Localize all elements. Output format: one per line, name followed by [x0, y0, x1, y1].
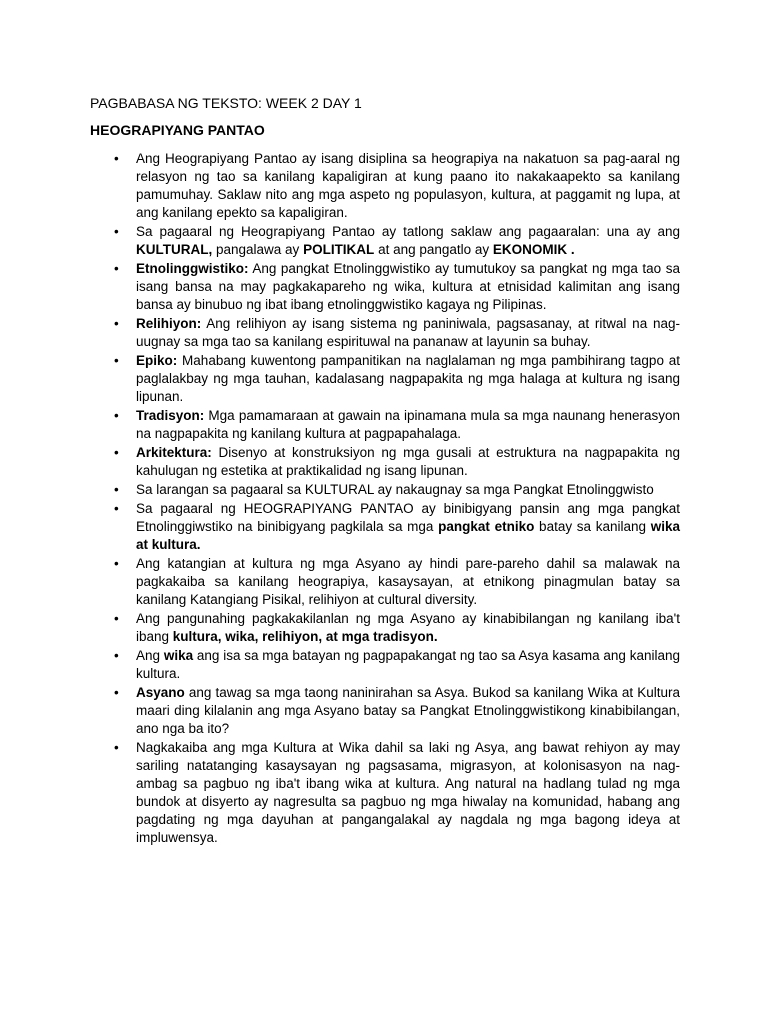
list-item — [90, 315, 680, 351]
bold-term: Tradisyon: — [136, 408, 205, 423]
bullet-icon: • — [114, 224, 119, 239]
list-item — [90, 610, 680, 646]
bold-term: wika — [163, 648, 194, 663]
list-item — [90, 739, 680, 847]
list-item-text — [136, 556, 680, 607]
bold-term: Etnolinggwistiko: — [136, 261, 249, 276]
bold-term: pangkat etniko — [438, 519, 535, 534]
bullet-icon: • — [114, 740, 119, 755]
list-item — [90, 407, 680, 443]
list-item-text — [136, 408, 680, 441]
bullet-icon: • — [114, 261, 119, 276]
list-item — [90, 500, 680, 554]
text-segment: Sa pagaaral ng Heograpiyang Pantao ay tatlong saklaw ang pagaaralan: una ay ang — [136, 224, 680, 239]
text-segment: ang isa sa mga batayan ng pagpapakangat ng tao sa Asya kasama ang kanilang kultura. — [136, 648, 680, 681]
text-segment: Sa pagaaral ng HEOGRAPIYANG PANTAO ay binibigyang pansin ang mga pangkat Etnolinggiwstiko na binibigyang pagkilala sa mga — [136, 501, 680, 534]
text-segment: Ang — [136, 648, 164, 663]
text-segment: Ang katangian at kultura ng mga Asyano ay hindi pare-pareho dahil sa malawak na pagkakaiba sa kanilang heograpiya, kasaysayan, at etnikong pinagmulan batay sa kanilang Katangiang Pisikal, relihiyon at cultural diversity. — [136, 556, 680, 607]
list-item-text — [136, 685, 680, 736]
list-item-text — [136, 445, 680, 478]
list-item-text — [136, 316, 680, 349]
bold-term: Arkitektura: — [136, 445, 212, 460]
text-segment: Sa larangan sa pagaaral sa KULTURAL ay nakaugnay sa mga Pangkat Etnolinggwisto — [136, 482, 654, 497]
text-segment: Disenyo at konstruksiyon ng mga gusali at estruktura na nagpapakita ng kahulugan ng estetika at praktikalidad ng isang lipunan. — [136, 445, 680, 478]
bullet-icon: • — [114, 151, 119, 166]
bold-term: KULTURAL, — [136, 242, 213, 257]
document-heading: PAGBABASA NG TEKSTO: WEEK 2 DAY 1 — [90, 95, 362, 111]
text-segment: batay sa kanilang — [534, 519, 651, 534]
bullet-icon: • — [114, 556, 119, 571]
list-item — [90, 223, 680, 259]
bullet-icon: • — [114, 501, 119, 516]
list-item-text — [136, 740, 680, 845]
bullet-icon: • — [114, 482, 119, 497]
bullet-icon: • — [114, 353, 119, 368]
bullet-icon: • — [114, 445, 119, 460]
bullet-list — [90, 150, 680, 848]
bold-term: POLITIKAL — [303, 242, 375, 257]
text-segment: at ang pangatlo ay — [374, 242, 493, 257]
list-item — [90, 555, 680, 609]
bold-term: Asyano — [136, 685, 185, 700]
text-segment: Nagkakaiba ang mga Kultura at Wika dahil sa laki ng Asya, ang bawat rehiyon ay may sariling natatanging kasaysayan ng pagsasama, migrasyon, at kolonisasyon na nag-ambag sa pagbuo ng iba't ibang wika at kultura. Ang natural na hadlang tulad ng mga bundok at disyerto ay nagresulta sa pagbuo ng mga hiwalay na komunidad, habang ang pagdating ng mga dayuhan at pangangalakal ay nagdala ng mga bagong ideya at impluwensya. — [136, 740, 680, 845]
section-title: HEOGRAPIYANG PANTAO — [90, 122, 265, 138]
text-segment: Mga pamamaraan at gawain na ipinamana mula sa mga naunang henerasyon na nagpapakita ng kanilang kultura at pagpapahalaga. — [136, 408, 680, 441]
bullet-icon: • — [114, 316, 119, 331]
text-segment: ang tawag sa mga taong naninirahan sa Asya. Bukod sa kanilang Wika at Kultura maari ding kilalanin ang mga Asyano batay sa Pangkat Etnolinggwistikong kinabibilangan, ano nga ba ito? — [136, 685, 680, 736]
bold-term: kultura, wika, relihiyon, at mga tradisyon. — [172, 629, 438, 644]
list-item-text — [136, 151, 680, 220]
text-segment: Ang Heograpiyang Pantao ay isang disiplina sa heograpiya na nakatuon sa pag-aaral ng relasyon ng tao sa kanilang kapaligiran at kung paano ito nakakaapekto sa kanilang pamumuhay. Saklaw nito ang mga aspeto ng populasyon, kultura, at paggamit ng lupa, at ang kanilang epekto sa kapaligiran. — [136, 151, 680, 220]
text-segment: Ang relihiyon ay isang sistema ng paniniwala, pagsasanay, at ritwal na nag-uugnay sa mga tao sa kanilang espirituwal na pananaw at layunin sa buhay. — [136, 316, 680, 349]
bullet-icon: • — [114, 611, 119, 626]
list-item-text — [136, 648, 680, 681]
list-item-text — [136, 501, 680, 552]
list-item — [90, 150, 680, 222]
bullet-icon: • — [114, 648, 119, 663]
list-item — [90, 647, 680, 683]
text-segment: Ang pangkat Etnolinggwistiko ay tumutukoy sa pangkat ng mga tao sa isang bansa na may pagkakapareho ng wika, kultura at etnisidad kalimitan ang isang bansa ay binubuo ng ibat ibang etnolinggwistiko kagaya ng Pilipinas. — [136, 261, 680, 312]
list-item-text — [136, 261, 680, 312]
list-item — [90, 260, 680, 314]
list-item-text — [136, 611, 680, 644]
text-segment: Ang pangunahing pagkakakilanlan ng mga Asyano ay kinabibilangan ng kanilang iba't ibang — [136, 611, 680, 644]
bullet-icon: • — [114, 408, 119, 423]
text-segment: Mahabang kuwentong pampanitikan na naglalaman ng mga pambihirang tagpo at paglalakbay ng mga tauhan, kadalasang nagpapakita ng mga halaga at kultura ng isang lipunan. — [136, 353, 680, 404]
list-item — [90, 352, 680, 406]
list-item — [90, 444, 680, 480]
text-segment: pangalawa ay — [212, 242, 304, 257]
bold-term: EKONOMIK . — [492, 242, 575, 257]
list-item — [90, 481, 680, 499]
list-item-text — [136, 482, 654, 497]
list-item — [90, 684, 680, 738]
list-item-text — [136, 224, 680, 257]
bold-term: wika at kultura. — [136, 519, 681, 552]
bold-term: Epiko: — [136, 353, 178, 368]
bullet-icon: • — [114, 685, 119, 700]
list-item-text — [136, 353, 680, 404]
bold-term: Relihiyon: — [136, 316, 202, 331]
